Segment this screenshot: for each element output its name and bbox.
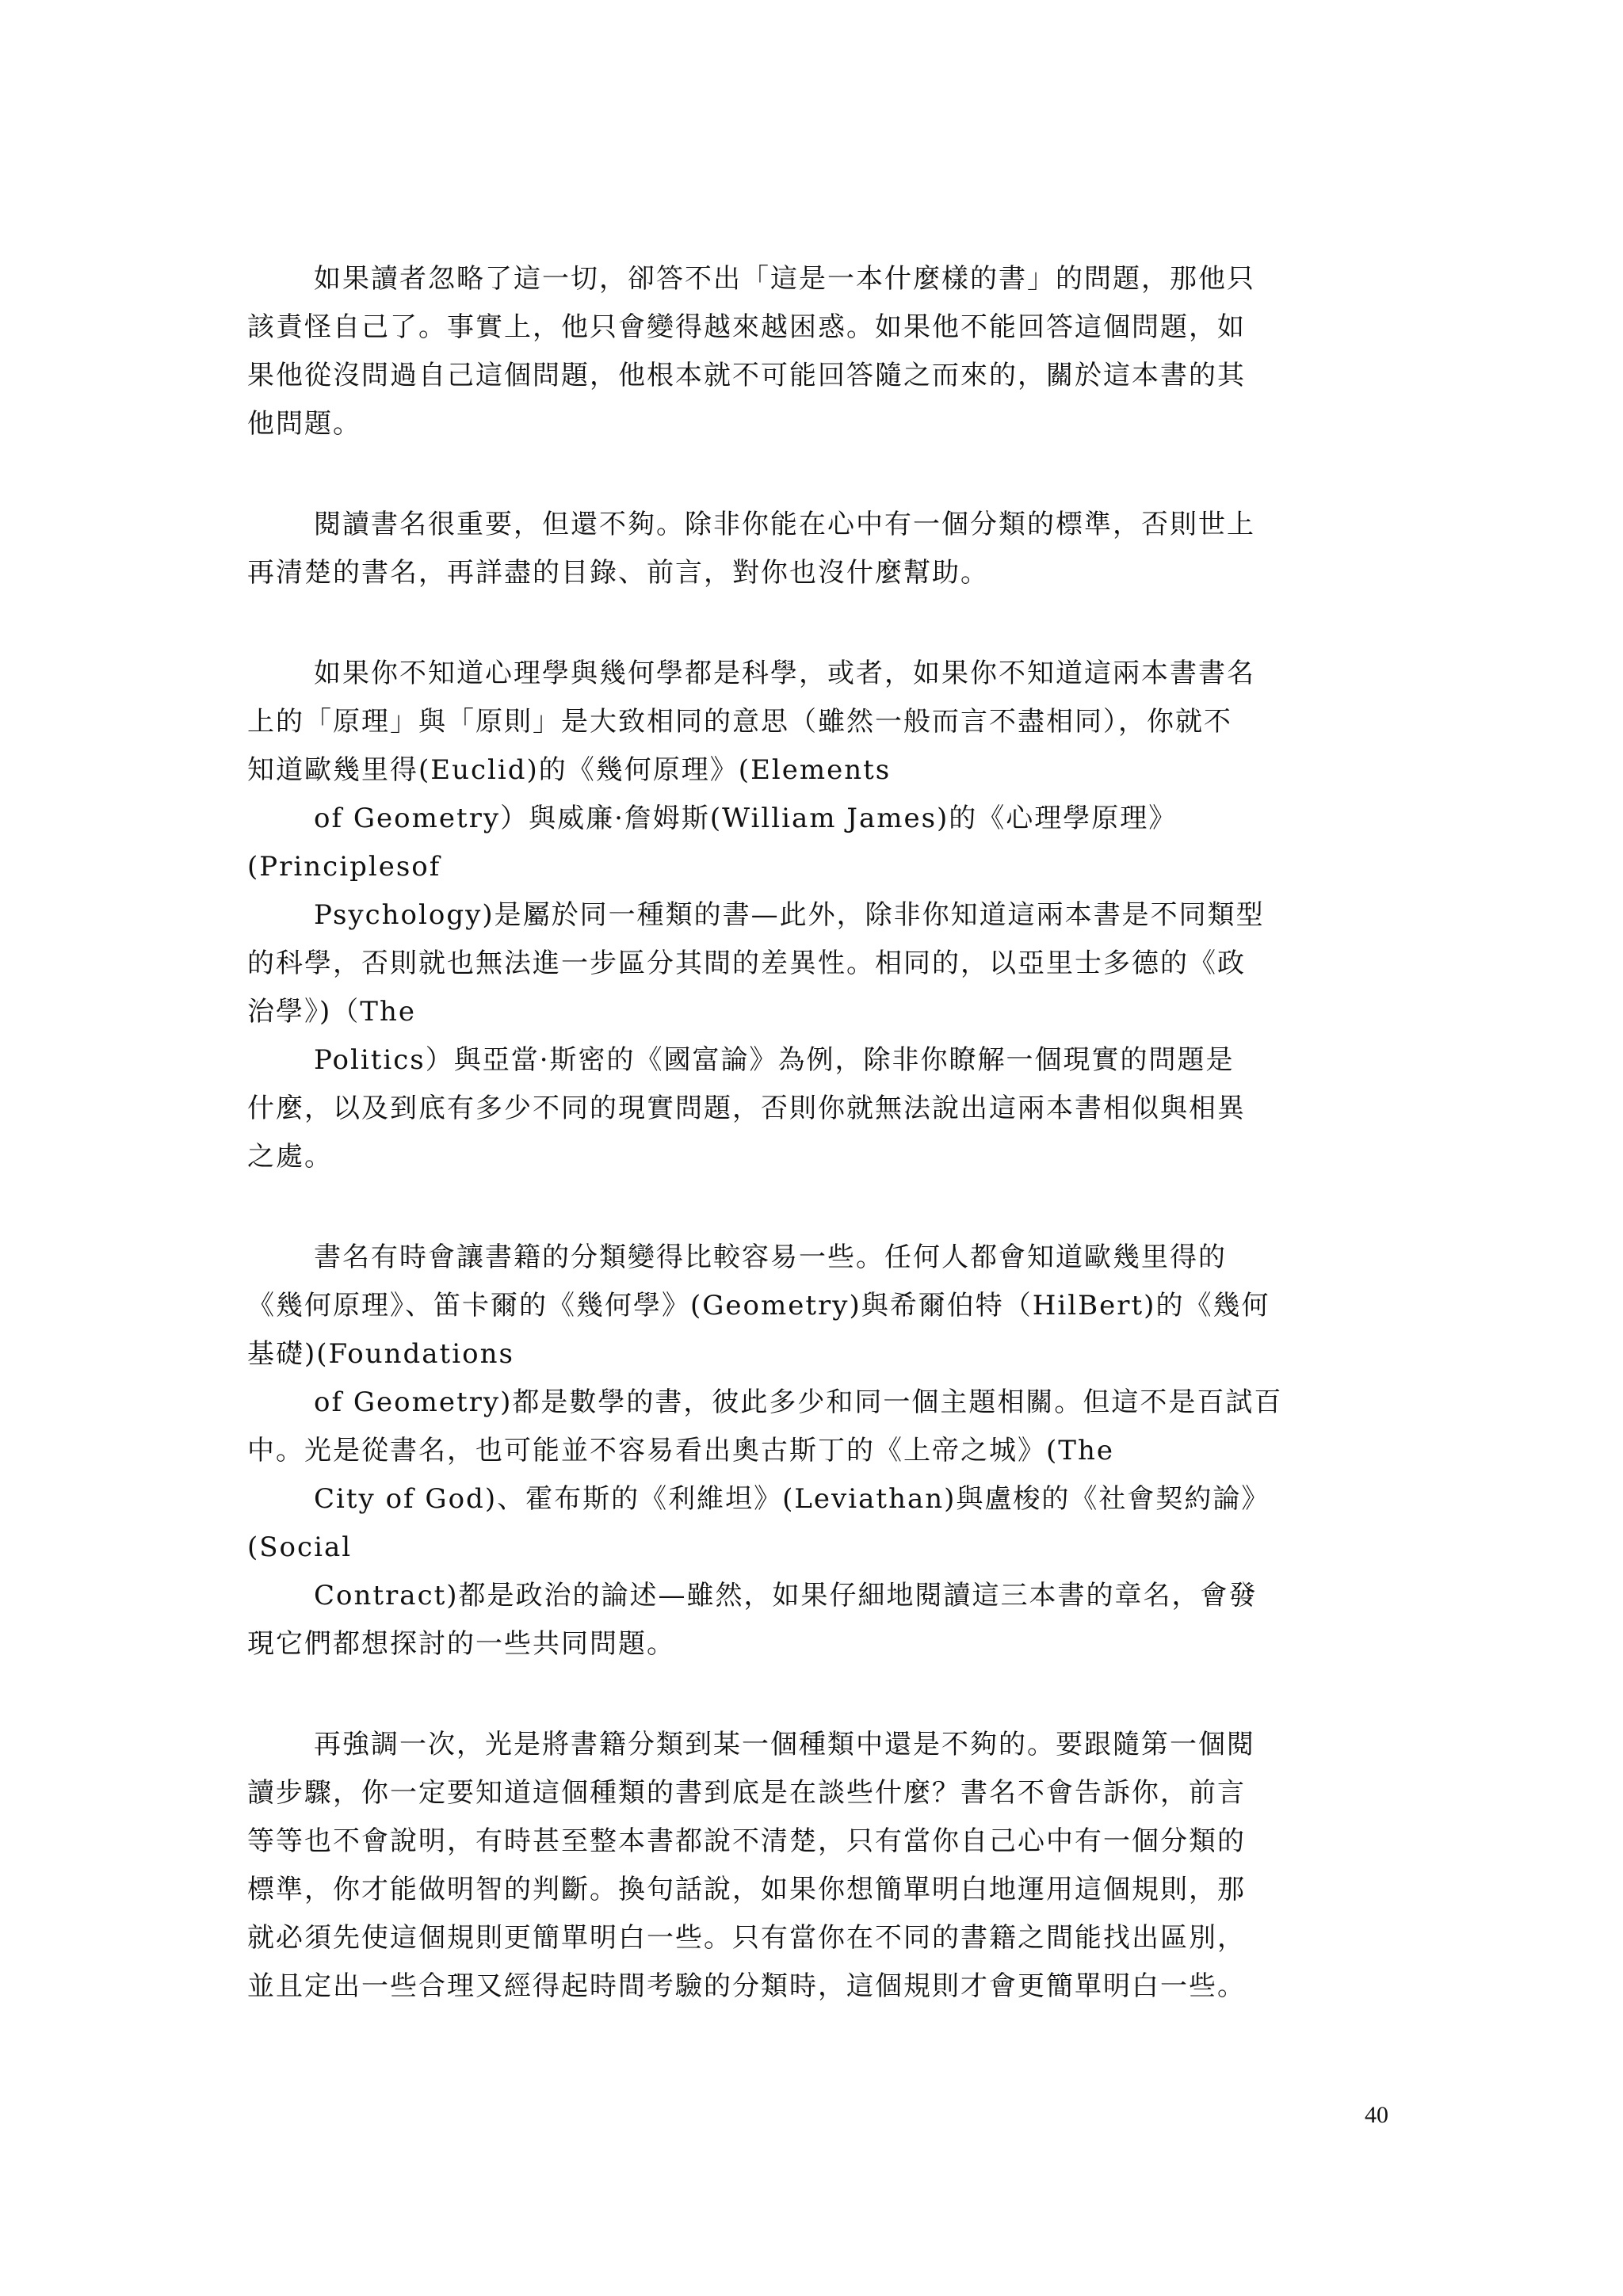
text-line: 再清楚的書名，再詳盡的目錄、前言，對你也沒什麼幫助。: [247, 557, 989, 589]
text-line: Politics）與亞當·斯密的《國富論》為例，除非你瞭解一個現實的問題是: [314, 1044, 1235, 1076]
text-line: 現它們都想探討的一些共同問題。: [247, 1628, 675, 1660]
text-line: of Geometry)都是數學的書，彼此多少和同一個主題相關。但這不是百試百: [314, 1386, 1283, 1418]
text-line: (Principlesof: [247, 851, 441, 883]
text-line: 如果你不知道心理學與幾何學都是科學，或者，如果你不知道這兩本書書名: [314, 658, 1255, 689]
text-line: 基礎)(Foundations: [247, 1338, 514, 1370]
text-line: 並且定出一些合理又經得起時間考驗的分類時，這個規則才會更簡單明白一些。: [247, 1970, 1246, 2002]
paragraph: [247, 255, 1388, 448]
text-line: Psychology)是屬於同一種類的書—此外，除非你知道這兩本書是不同類型: [314, 899, 1265, 931]
text-line: 讀步驟，你一定要知道這個種類的書到底是在談些什麼？書名不會告訴你，前言: [247, 1777, 1246, 1809]
text-line: Contract)都是政治的論述—雖然，如果仔細地閱讀這三本書的章名，會發: [314, 1580, 1258, 1611]
text-line: 等等也不會說明，有時甚至整本書都說不清楚，只有當你自己心中有一個分類的: [247, 1825, 1246, 1857]
text-line: 《幾何原理》、笛卡爾的《幾何學》(Geometry)與希爾伯特（HilBert)的《幾何: [247, 1290, 1270, 1322]
text-line: 書名有時會讓書籍的分類變得比較容易一些。任何人都會知道歐幾里得的: [314, 1241, 1227, 1273]
text-line: City of God)、霍布斯的《利維坦》(Leviathan)與盧梭的《社會契約論》: [314, 1483, 1270, 1515]
text-line: 標準，你才能做明智的判斷。換句話說，如果你想簡單明白地運用這個規則，那: [247, 1874, 1246, 1905]
text-line: 閱讀書名很重要，但還不夠。除非你能在心中有一個分類的標準，否則世上: [314, 509, 1255, 540]
body-text: [247, 255, 1388, 2063]
page-number: 40: [1365, 2102, 1388, 2128]
text-line: 之處。: [247, 1141, 333, 1173]
paragraph: [247, 1234, 1388, 1669]
text-line: 果他從沒問過自己這個問題，他根本就不可能回答隨之而來的，關於這本書的其: [247, 360, 1246, 391]
text-line: 中。光是從書名，也可能並不容易看出奧古斯丁的《上帝之城》(The: [247, 1435, 1114, 1466]
text-line: 上的「原理」與「原則」是大致相同的意思（雖然一般而言不盡相同），你就不: [247, 706, 1232, 738]
paragraph: [247, 1721, 1388, 2011]
paragraph: [247, 501, 1388, 597]
paragraph: [247, 650, 1388, 1181]
text-line: of Geometry）與威廉·詹姆斯(William James)的《心理學原理》: [314, 803, 1178, 834]
text-line: 如果讀者忽略了這一切，卻答不出「這是一本什麼樣的書」的問題，那他只: [314, 263, 1255, 295]
text-line: 什麼，以及到底有多少不同的現實問題，否則你就無法說出這兩本書相似與相異: [247, 1093, 1246, 1124]
text-line: 他問題。: [247, 408, 361, 440]
text-line: 知道歐幾里得(Euclid)的《幾何原理》(Elements: [247, 754, 892, 786]
text-line: 治學》)（The: [247, 996, 416, 1028]
text-line: 就必須先使這個規則更簡單明白一些。只有當你在不同的書籍之間能找出區別，: [247, 1922, 1246, 1954]
text-line: 該責怪自己了。事實上，他只會變得越來越困惑。如果他不能回答這個問題，如: [247, 311, 1246, 343]
text-line: 的科學，否則就也無法進一步區分其間的差異性。相同的，以亞里士多德的《政: [247, 948, 1246, 979]
text-line: (Social: [247, 1531, 353, 1563]
text-line: 再強調一次，光是將書籍分類到某一個種類中還是不夠的。要跟隨第一個閱: [314, 1729, 1255, 1760]
